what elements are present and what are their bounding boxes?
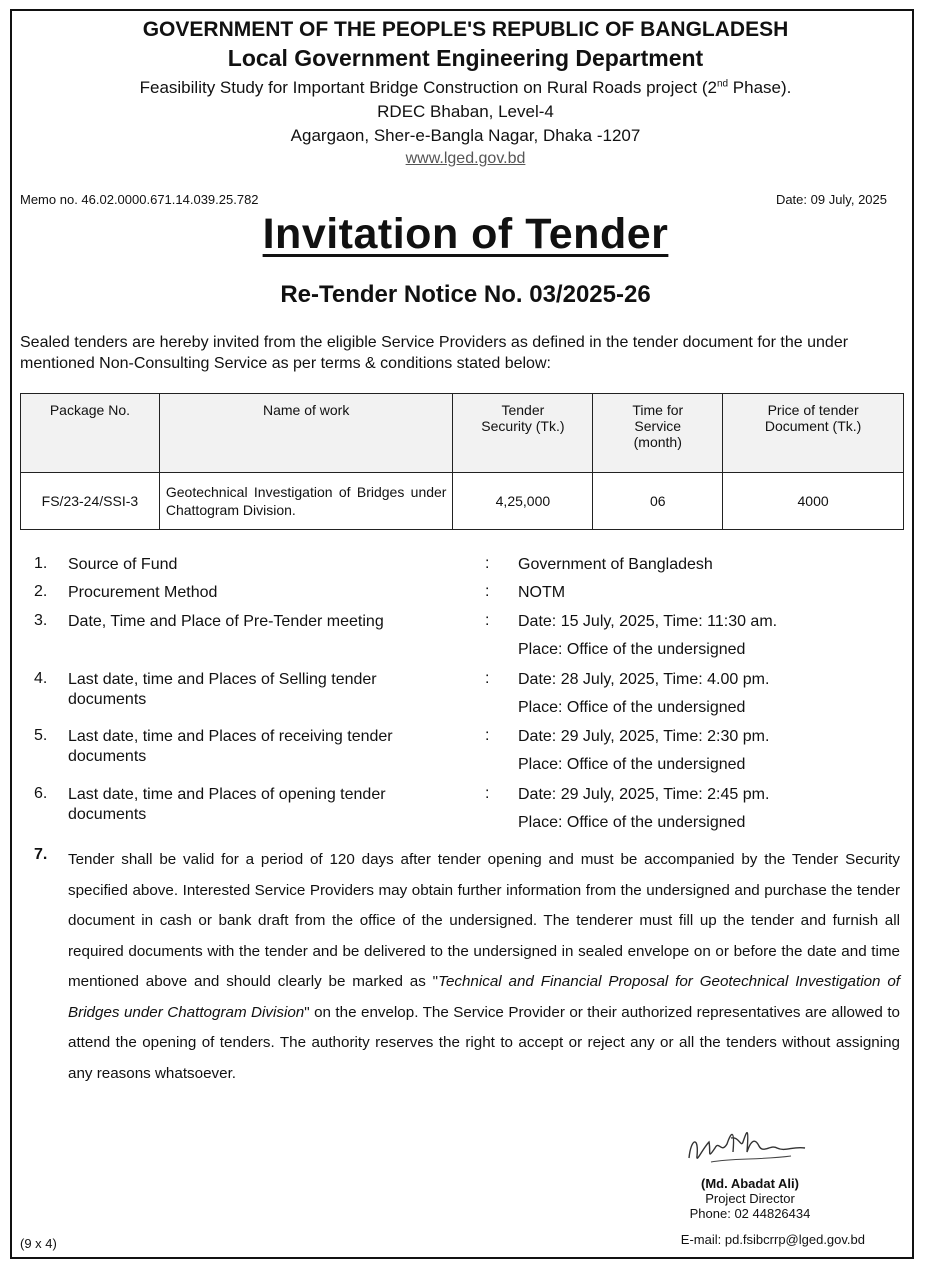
col-price: Price of tender Document (Tk.)	[723, 394, 904, 473]
header-government: GOVERNMENT OF THE PEOPLE'S REPUBLIC OF BANGLADESH	[142, 18, 789, 41]
notice-date: Date: 09 July, 2025	[775, 192, 887, 207]
signatory-name: (Md. Abadat Ali)	[701, 1176, 799, 1191]
cell-package: FS/23-24/SSI-3	[21, 473, 160, 530]
para7-text: Tender shall be valid for a period of 120 days after tender opening and must be accompanied by the Tender Security specified above. Interested Service Providers may obtain further information from the undersigned and purchase the tender document in cash or bank draft from the office of the undersigned. The tenderer must fill up the tender and furnish all required documents with the tender and be delivered to the undersigned in sealed envelope on or before the date and time mentioned above and should clearly be marked as "Technical and Financial Proposal for Geotechnical Investigation of Bridges under Chattogram Division" on the envelop. The Service Provider or their authorized representatives are allowed to attend the opening of tenders. The authority reserves the right to accept or reject any or all the tenders without assigning any reasons whatsoever.	[68, 851, 900, 1082]
intro-paragraph: Sealed tenders are hereby invited from the eligible Service Providers as defined in the tender document for the under mentioned Non-Consulting Service as per terms & conditions stated below:	[20, 334, 849, 372]
item-number: 5.	[34, 727, 48, 744]
item-value: Government of Bangladesh	[518, 556, 713, 573]
header-building: RDEC Bhaban, Level-4	[377, 102, 554, 121]
memo-number: Memo no. 46.02.0000.671.14.039.25.782	[20, 192, 259, 207]
item-value: Date: 29 July, 2025, Time: 2:45 pm. Place: Office of the undersigned	[518, 786, 770, 831]
item-colon: :	[485, 727, 490, 744]
table-header-row	[21, 394, 904, 473]
table-row	[21, 473, 904, 530]
item-label: Last date, time and Places of receiving tender documents	[68, 728, 393, 765]
item-colon: :	[485, 583, 490, 600]
item-number: 1.	[34, 555, 48, 572]
item-value: Date: 28 July, 2025, Time: 4.00 pm. Place: Office of the undersigned	[518, 671, 770, 716]
col-time: Time for Service (month)	[593, 394, 723, 473]
item-number: 6.	[34, 785, 48, 802]
item-colon: :	[485, 670, 490, 687]
item-colon: :	[485, 555, 490, 572]
header-project: Feasibility Study for Important Bridge Construction on Rural Roads project (2nd Phase).	[139, 78, 792, 97]
col-security: Tender Security (Tk.)	[453, 394, 593, 473]
item-value: Date: 29 July, 2025, Time: 2:30 pm. Place: Office of the undersigned	[518, 728, 770, 773]
item-number: 2.	[34, 583, 48, 600]
item-label: Last date, time and Places of opening tender documents	[68, 786, 386, 823]
cell-price: 4000	[723, 473, 904, 530]
notice-subtitle: Re-Tender Notice No. 03/2025-26	[280, 281, 651, 308]
item-label: Source of Fund	[68, 556, 178, 573]
item-label: Last date, time and Places of Selling tender documents	[68, 671, 377, 708]
header-website: www.lged.gov.bd	[405, 150, 526, 167]
cell-work: Geotechnical Investigation of Bridges under Chattogram Division.	[159, 473, 453, 530]
header-department: Local Government Engineering Department	[227, 45, 704, 71]
signatory-email: E-mail: pd.fsibcrrp@lged.gov.bd	[680, 1232, 865, 1247]
item-number: 4.	[34, 670, 48, 687]
cell-time: 06	[593, 473, 723, 530]
item-colon: :	[485, 612, 490, 629]
signatory-designation: Project Director	[705, 1191, 795, 1206]
signatory-phone: Phone: 02 44826434	[689, 1206, 811, 1221]
item-value: NOTM	[518, 584, 566, 601]
header-address: Agargaon, Sher-e-Bangla Nagar, Dhaka -1207	[290, 126, 641, 145]
item-label: Date, Time and Place of Pre-Tender meeting	[68, 613, 384, 630]
notice-title: Invitation of Tender	[262, 210, 669, 258]
signatory-block	[620, 1176, 880, 1221]
ad-size: (9 x 4)	[20, 1236, 57, 1251]
item-colon: :	[485, 785, 490, 802]
col-package: Package No.	[21, 394, 160, 473]
tender-table	[20, 393, 904, 530]
para7-number: 7.	[34, 846, 48, 863]
item-number: 3.	[34, 612, 48, 629]
cell-security: 4,25,000	[453, 473, 593, 530]
col-work: Name of work	[159, 394, 453, 473]
signature-image	[681, 1118, 811, 1176]
item-value: Date: 15 July, 2025, Time: 11:30 am. Place: Office of the undersigned	[518, 613, 778, 658]
item-label: Procurement Method	[68, 584, 218, 601]
